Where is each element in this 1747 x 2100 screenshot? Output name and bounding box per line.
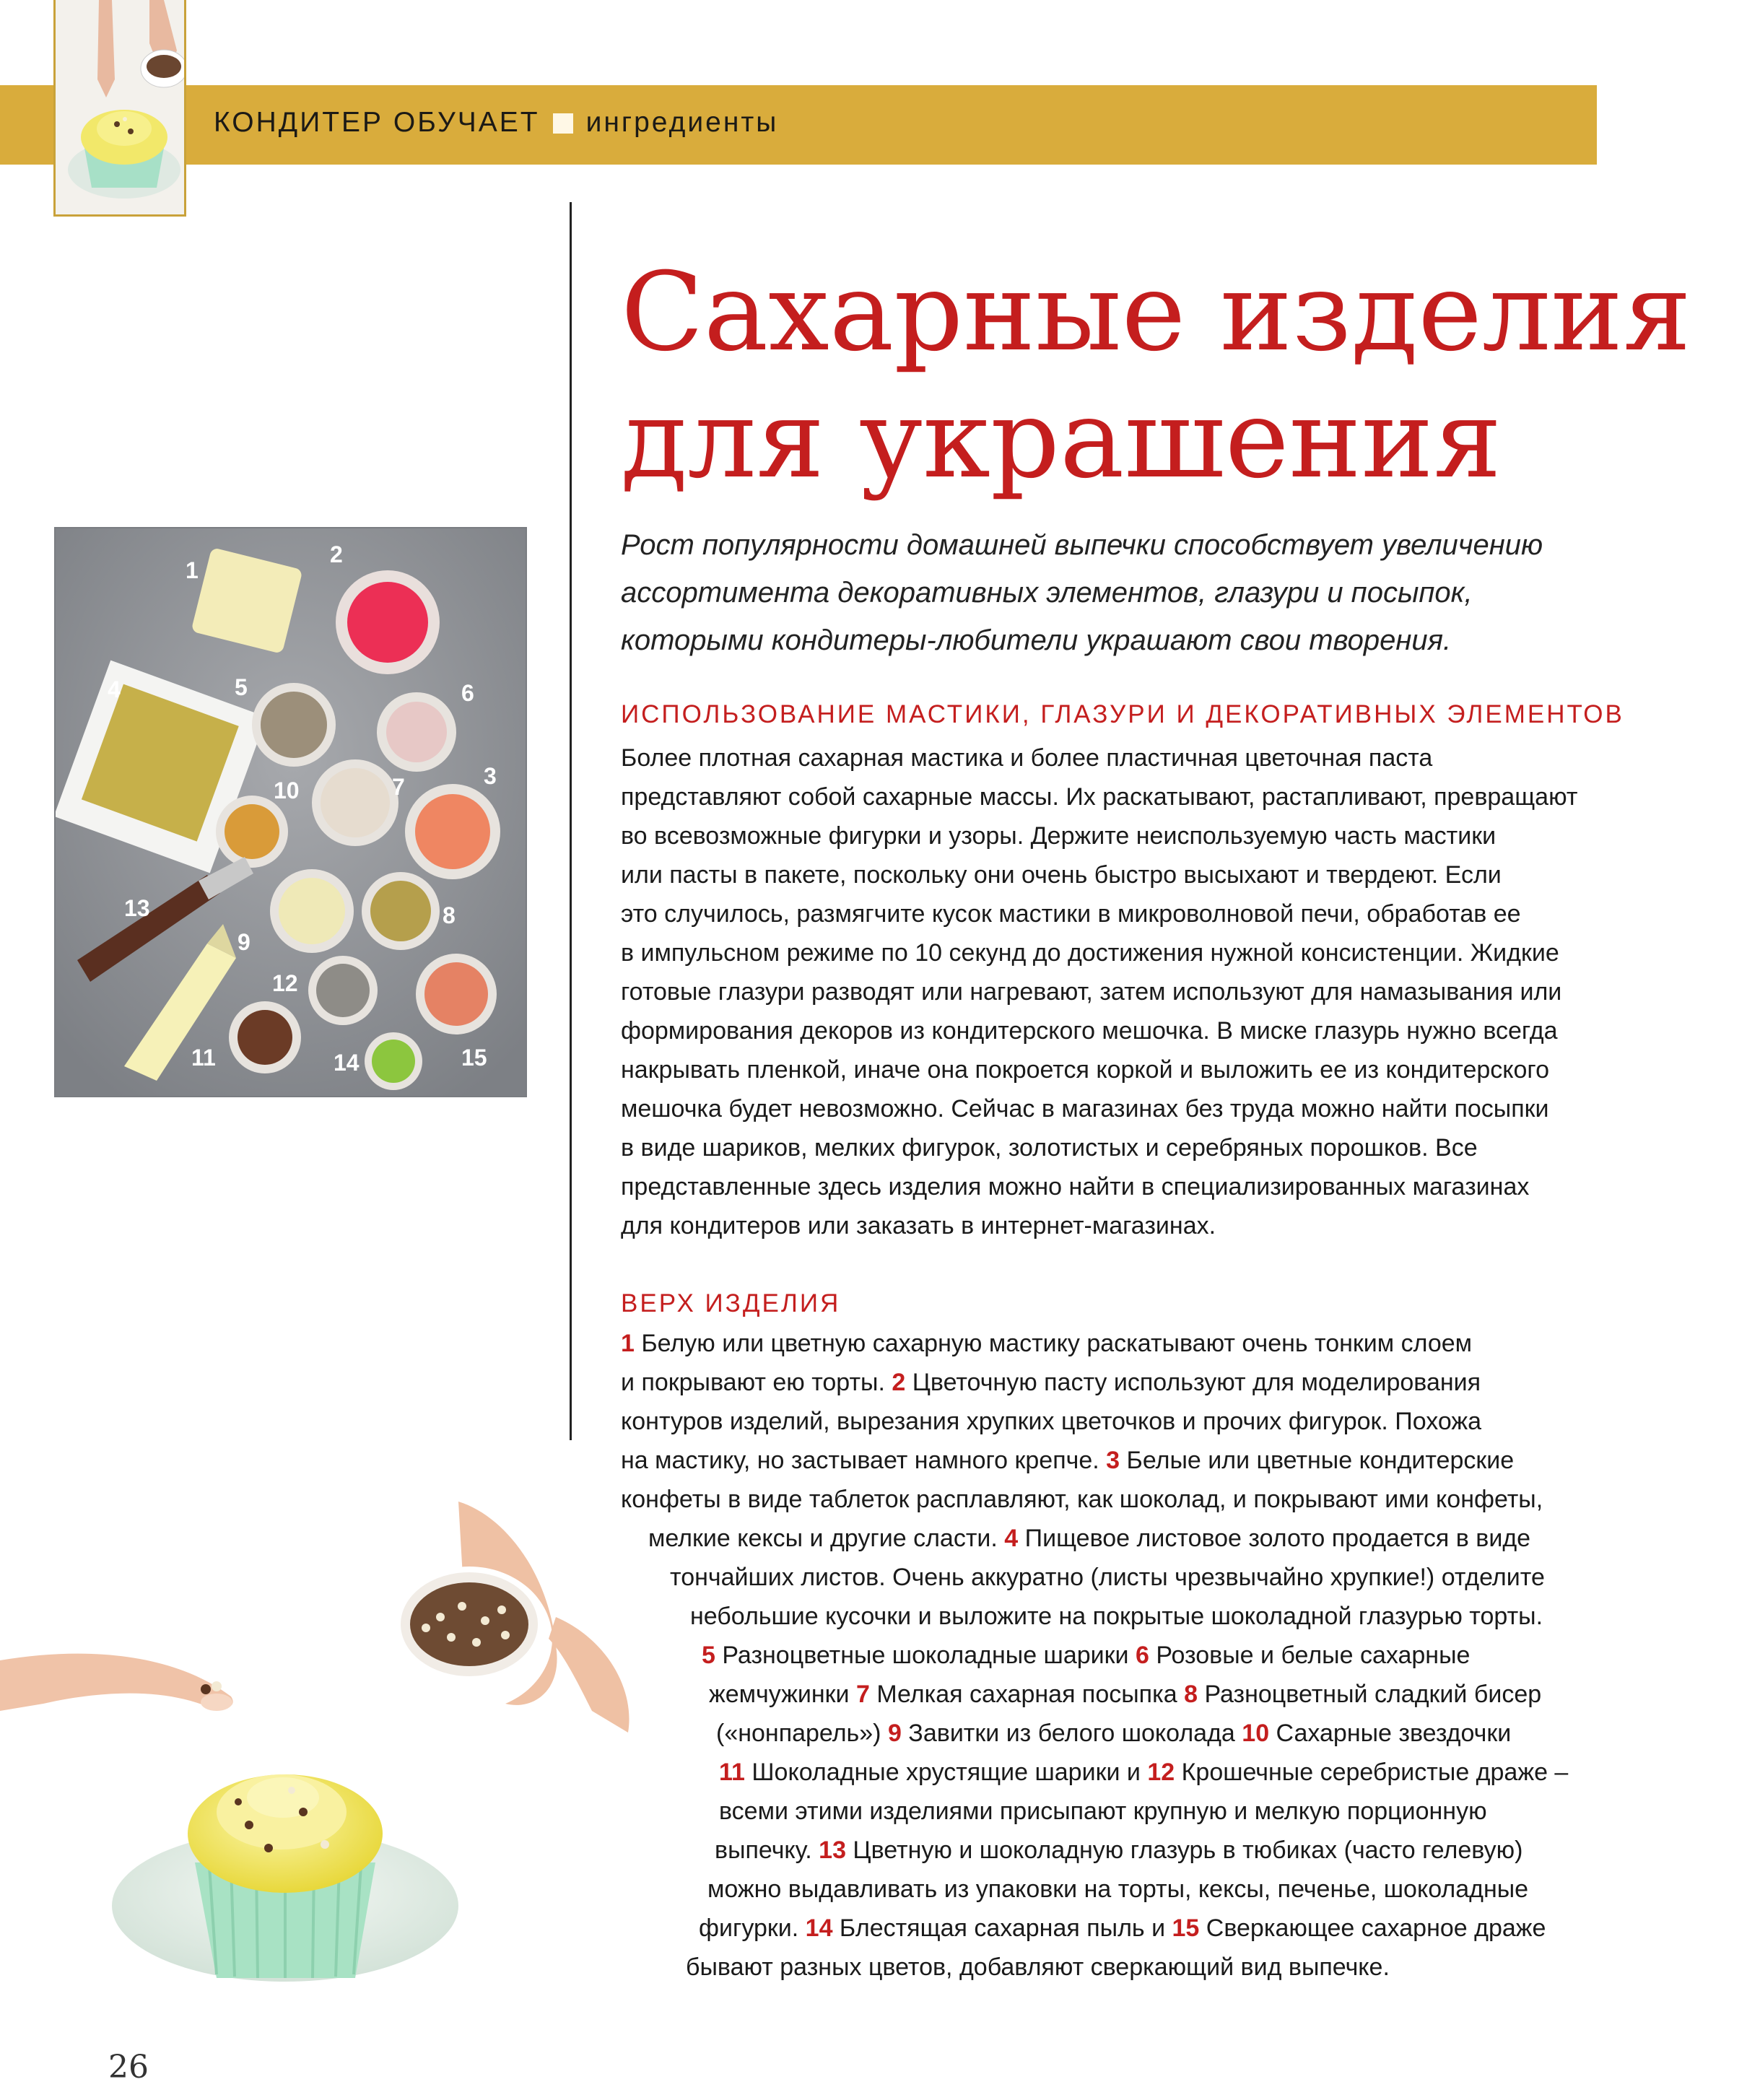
photo-label-4: 4 [108, 676, 121, 702]
title-line-2: для украшения [621, 377, 1502, 502]
body-line: во всевозможные фигурки и узоры. Держите неиспользуемую часть мастики [621, 822, 1497, 850]
photo-label-7: 7 [392, 774, 405, 800]
body-line [621, 1480, 1617, 1519]
item-number: 1 [621, 1330, 635, 1357]
header-breadcrumb [214, 107, 778, 139]
body-text-run: и покрывают ею торты. [621, 1369, 892, 1396]
body-line [621, 1441, 1617, 1480]
body-text-run: бывают разных цветов, добавляют сверкающий вид выпечке. [686, 1953, 1390, 1981]
item-number: 13 [819, 1837, 846, 1864]
item-number: 6 [1135, 1642, 1149, 1669]
body-line: для кондитеров или заказать в интернет-магазинах. [621, 1212, 1216, 1239]
body-line: в импульсном режиме по 10 секунд до достижения нужной консистенции. Жидкие [621, 939, 1559, 967]
photo-label-8: 8 [443, 902, 456, 928]
body-text-run: Блестящая сахарная пыль и [832, 1914, 1172, 1942]
photo-label-9: 9 [238, 929, 250, 955]
body-text-run: Крошечные серебристые драже – [1175, 1759, 1569, 1786]
photo-label-11: 11 [191, 1045, 216, 1071]
body-text-run: мелкие кексы и другие сласти. [648, 1525, 1005, 1552]
section-heading-usage: ИСПОЛЬЗОВАНИЕ МАСТИКИ, ГЛАЗУРИ И ДЕКОРАТИВНЫХ ЭЛЕМЕНТОВ [621, 700, 1624, 728]
body-line [621, 1363, 1617, 1402]
body-line: представляют собой сахарные массы. Их раскатывают, растапливают, превращают [621, 783, 1578, 811]
item-number: 10 [1242, 1720, 1270, 1747]
body-line [621, 1909, 1617, 1948]
vertical-divider [570, 202, 572, 1440]
photo-label-13: 13 [124, 895, 150, 921]
item-number: 15 [1172, 1914, 1200, 1942]
body-text-run: на мастику, но застывает намного крепче. [621, 1447, 1107, 1474]
title-line-1: Сахарные изделия [621, 250, 1691, 375]
body-line [621, 1519, 1617, 1558]
body-text-run: конфеты в виде таблеток расплавляют, как шоколад, и покрывают ими конфеты, [621, 1486, 1543, 1513]
photo-label-2: 2 [330, 541, 343, 567]
body-text-run: Разноцветные шоколадные шарики [715, 1642, 1136, 1669]
section-heading-top: ВЕРХ ИЗДЕЛИЯ [621, 1289, 841, 1317]
header-separator-square [553, 113, 573, 134]
lead-line: ассортимента декоративных элементов, глазури и посыпок, [621, 577, 1473, 609]
item-number: 7 [855, 1681, 870, 1708]
header-topic-label: ингредиенты [585, 107, 779, 138]
body-text-run: небольшие кусочки и выложите на покрытые шоколадной глазурью торты. [690, 1603, 1543, 1630]
header-thumbnail-image [53, 0, 186, 217]
photo-label-10: 10 [274, 777, 300, 803]
body-line: это случилось, размягчите кусок мастики в микроволновой печи, обработав ее [621, 900, 1521, 928]
body-text-run: Разноцветный сладкий бисер [1198, 1681, 1542, 1708]
body-line: Более плотная сахарная мастика и более пластичная цветочная паста [621, 744, 1433, 772]
photo-label-14: 14 [334, 1050, 360, 1076]
item-number: 8 [1184, 1681, 1198, 1708]
cupcake-photo [0, 1473, 650, 2036]
body-line [621, 1948, 1617, 1987]
lead-line: которыми кондитеры-любители украшают свои творения. [621, 624, 1452, 656]
photo-label-6: 6 [461, 680, 474, 706]
body-line [621, 1597, 1617, 1636]
body-text-run: фигурки. [699, 1914, 806, 1942]
body-text-run: можно выдавливать из упаковки на торты, кексы, печенье, шоколадные [707, 1875, 1529, 1903]
body-line: готовые глазури разводят или нагревают, затем используют для намазывания или [621, 978, 1562, 1006]
photo-label-1: 1 [186, 557, 199, 583]
ingredients-photo [54, 527, 527, 1097]
body-text-run: Белую или цветную сахарную мастику раскатывают очень тонким слоем [634, 1330, 1473, 1357]
body-text-run: Цветочную пасту используют для моделирования [905, 1369, 1481, 1396]
body-text-run: Завитки из белого шоколада [901, 1720, 1242, 1747]
item-number: 14 [805, 1914, 833, 1942]
body-text-run: жемчужинки [709, 1681, 856, 1708]
lead-paragraph [621, 521, 1617, 664]
body-line [621, 1831, 1617, 1870]
body-line: формирования декоров из кондитерского мешочка. В миске глазурь нужно всегда [621, 1017, 1558, 1045]
photo-label-3: 3 [484, 763, 497, 789]
item-number: 3 [1106, 1447, 1120, 1474]
body-text-run: Пищевое листовое золото продается в виде [1018, 1525, 1531, 1552]
photo-label-15: 15 [461, 1045, 487, 1071]
item-number: 12 [1147, 1759, 1175, 1786]
page-number: 26 [108, 2049, 149, 2086]
body-line: мешочка будет невозможно. Сейчас в магазинах без труда можно найти посыпки [621, 1095, 1549, 1123]
body-text-run: тончайших листов. Очень аккуратно (листы чрезвычайно хрупкие!) отделите [670, 1564, 1545, 1591]
body-line [621, 1714, 1617, 1753]
item-number: 9 [887, 1720, 902, 1747]
section-body-usage [621, 739, 1617, 1245]
body-text-run: Розовые и белые сахарные [1149, 1642, 1471, 1669]
lead-line: Рост популярности домашней выпечки способствует увеличению [621, 529, 1543, 561]
body-line: накрывать пленкой, иначе она покроется коркой и выложить ее из кондитерского [621, 1056, 1549, 1084]
body-line: в виде шариков, мелких фигурок, золотистых и серебряных порошков. Все [621, 1134, 1478, 1162]
body-line [621, 1792, 1617, 1831]
body-line [621, 1402, 1617, 1441]
body-text-run: Мелкая сахарная посыпка [869, 1681, 1185, 1708]
photo-label-5: 5 [235, 674, 248, 700]
body-line [621, 1324, 1617, 1363]
section-body-top [621, 1324, 1617, 1987]
item-number: 5 [702, 1642, 715, 1669]
item-number: 11 [719, 1759, 745, 1786]
body-text-run: всеми этими изделиями присыпают крупную и мелкую порционную [719, 1798, 1487, 1825]
body-line [621, 1558, 1617, 1597]
item-number: 2 [892, 1369, 906, 1396]
body-text-run: Белые или цветные кондитерские [1120, 1447, 1515, 1474]
body-text-run: контуров изделий, вырезания хрупких цветочков и прочих фигурок. Похожа [621, 1408, 1482, 1435]
body-line [621, 1675, 1617, 1714]
body-line: представленные здесь изделия можно найти в специализированных магазинах [621, 1173, 1530, 1201]
body-text-run: Сверкающее сахарное драже [1199, 1914, 1546, 1942]
body-text-run: Сахарные звездочки [1269, 1720, 1512, 1747]
body-text-run: Шоколадные хрустящие шарики и [744, 1759, 1148, 1786]
body-line: или пасты в пакете, поскольку они очень быстро высыхают и твердеют. Если [621, 861, 1502, 889]
body-text-run: («нонпарель») [716, 1720, 888, 1747]
photo-label-12: 12 [272, 970, 298, 996]
page-title [621, 249, 1691, 503]
body-text-run: выпечку. [715, 1837, 819, 1864]
item-number: 4 [1004, 1525, 1019, 1552]
body-line [621, 1636, 1617, 1675]
body-line [621, 1753, 1617, 1792]
body-line [621, 1870, 1617, 1909]
header-section-label: КОНДИТЕР ОБУЧАЕТ [214, 107, 540, 138]
body-text-run: Цветную и шоколадную глазурь в тюбиках (часто гелевую) [845, 1837, 1523, 1864]
